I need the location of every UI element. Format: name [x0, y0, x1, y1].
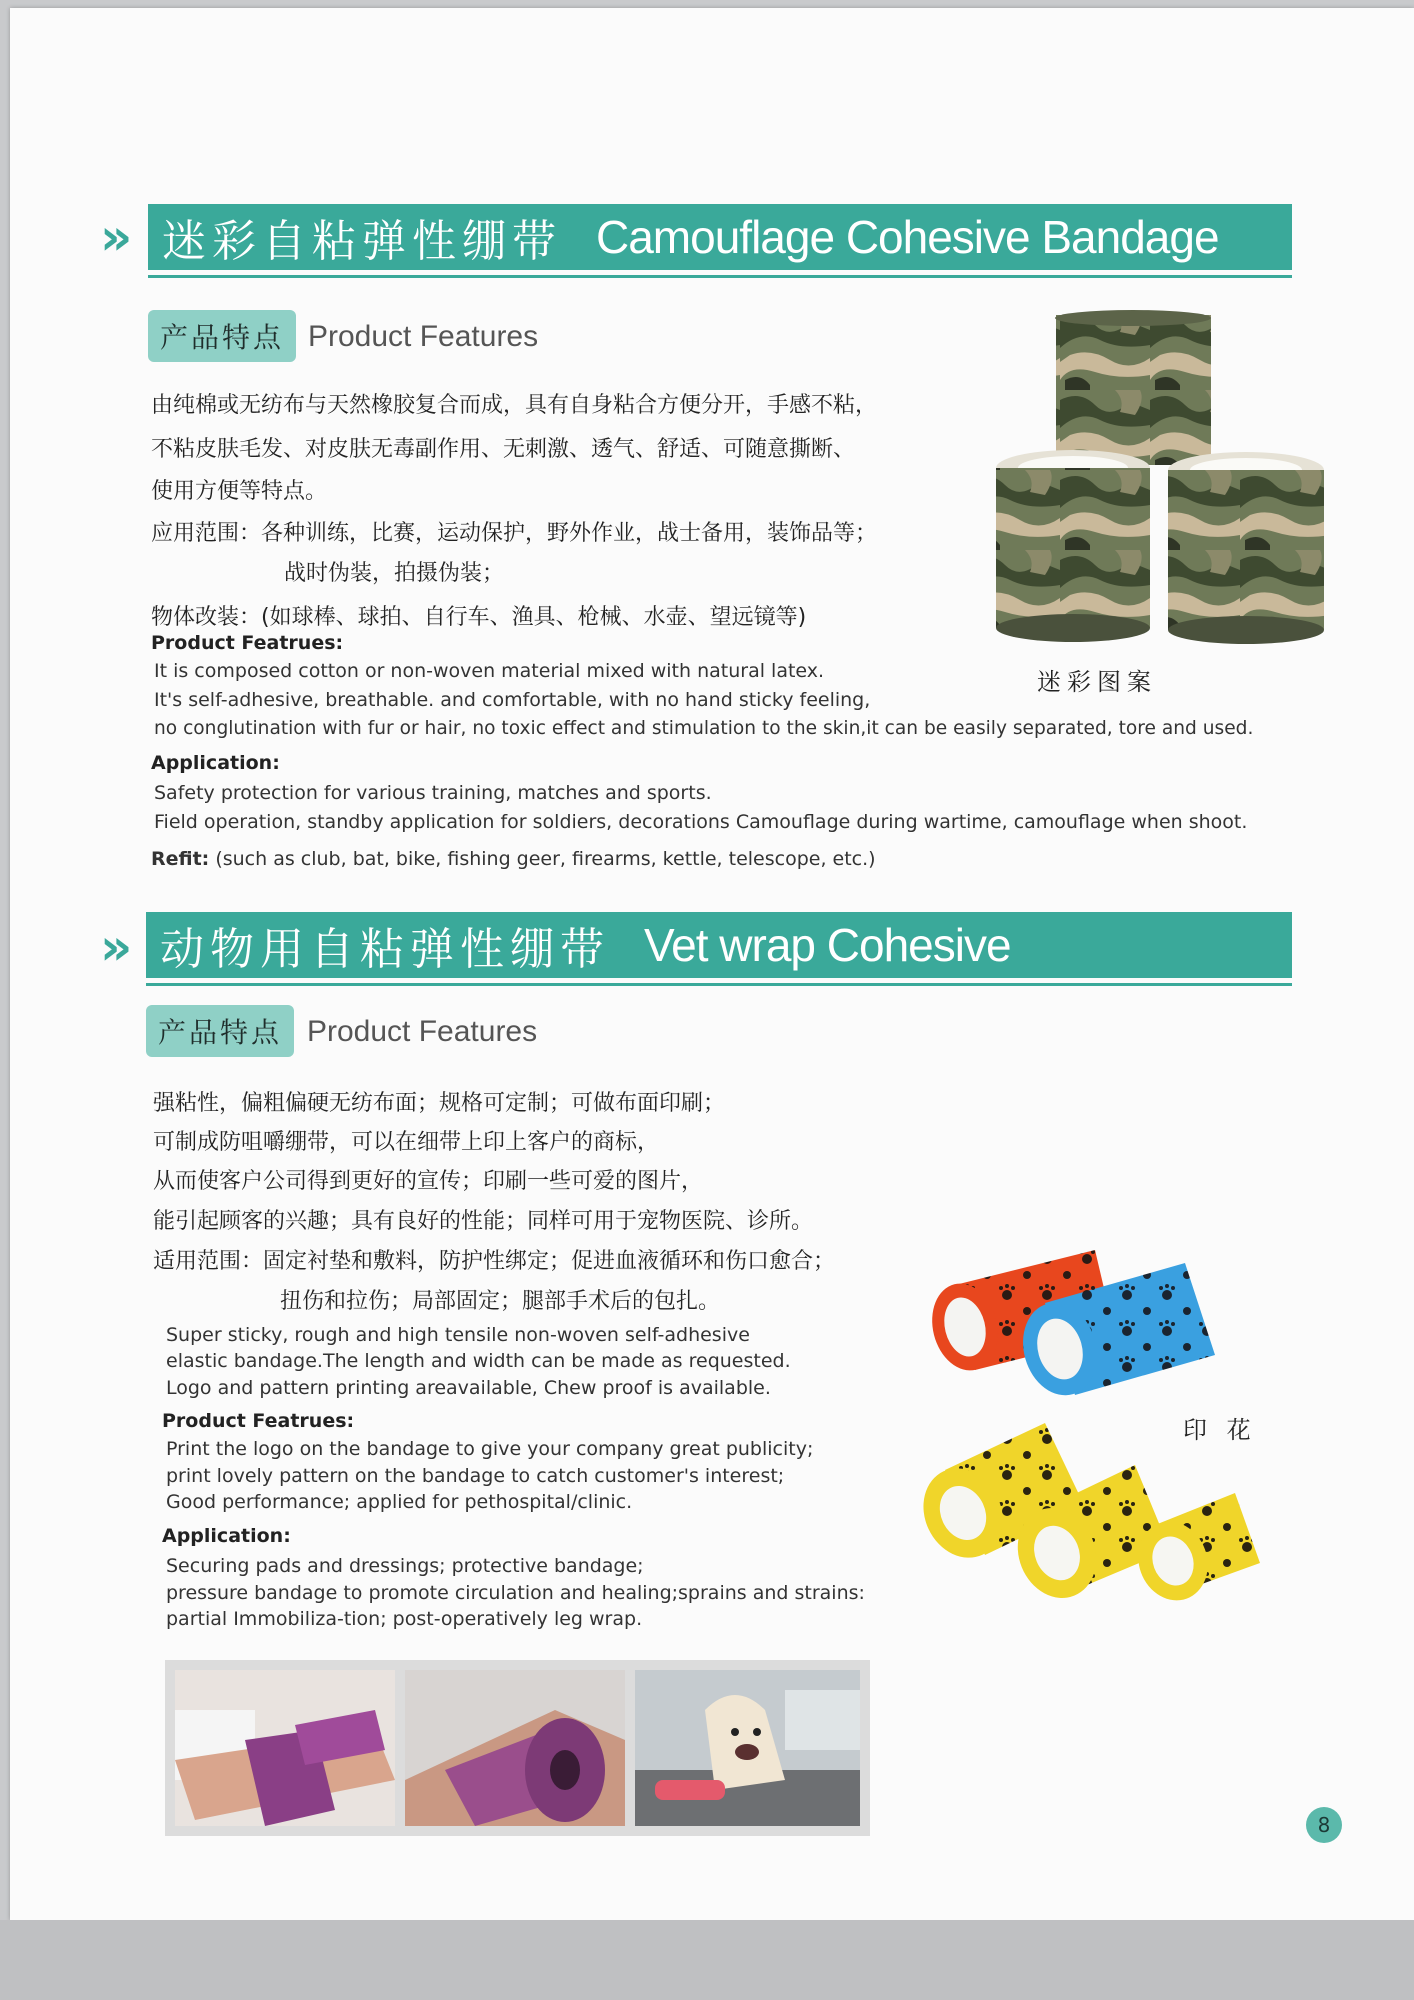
- section2-en-line: Print the logo on the bandage to give your company great publicity;: [166, 1438, 814, 1460]
- printed-vet-wrap-rolls-image: [915, 1245, 1325, 1605]
- section2-cn-line: 能引起顾客的兴趣；具有良好的性能；同样可用于宠物医院、诊所。: [153, 1209, 814, 1234]
- dog-with-bandage-photo: [635, 1670, 860, 1826]
- section2-cn-line: 强粘性，偏粗偏硬无纺布面；规格可定制；可做布面印刷；: [153, 1091, 726, 1116]
- section1-application-heading: Application:: [151, 752, 280, 774]
- section2-cn-line: 扭伤和拉伤；局部固定；腿部手术后的包扎。: [280, 1289, 721, 1314]
- section1-title-en: Camouflage Cohesive Bandage: [596, 211, 1219, 263]
- section2-en-line: print lovely pattern on the bandage to catch customer's interest;: [166, 1465, 785, 1487]
- section1-application-line: Field operation, standby application for soldiers, decorations Camouflage during wartime, camouflage when shoot.: [154, 811, 1248, 833]
- section1-en-features-heading: Product Featrues:: [151, 632, 344, 654]
- printed-caption: 印 花: [1183, 1416, 1257, 1444]
- section1-cn-line: 不粘皮肤毛发、对皮肤无毒副作用、无刺激、透气、舒适、可随意撕断、: [151, 437, 856, 462]
- section2-title-en: Vet wrap Cohesive: [644, 919, 1011, 971]
- refit-label: Refit:: [151, 848, 210, 870]
- section2-underline: [146, 983, 1292, 986]
- section2-title-cn: 动物用自粘弹性绷带: [160, 924, 610, 975]
- section2-cn-line: 可制成防咀嚼绷带，可以在细带上印上客户的商标，: [153, 1130, 660, 1155]
- section1-cn-line: 物体改装：(如球棒、球拍、自行车、渔具、枪械、水壶、望远镜等): [151, 605, 807, 630]
- section2-title-bar: [146, 912, 1292, 978]
- camouflage-bandage-rolls-image: [970, 310, 1340, 650]
- camouflage-caption: 迷彩图案: [1037, 668, 1157, 696]
- page-number: 8: [1306, 1807, 1342, 1843]
- section1-title-bar: [148, 204, 1292, 270]
- photo-strip: [165, 1660, 870, 1836]
- section2-en-line: Good performance; applied for pethospital/clinic.: [166, 1491, 633, 1513]
- section1-title-cn: 迷彩自粘弹性绷带: [162, 216, 562, 267]
- section1-features-tag-en: Product Features: [308, 320, 539, 353]
- section2-en-intro-line: Super sticky, rough and high tensile non-woven self-adhesive: [166, 1324, 750, 1346]
- section2-features-tag: 产品特点: [146, 1005, 294, 1057]
- section2-cn-line: 从而使客户公司得到更好的宣传；印刷一些可爱的图片，: [153, 1169, 704, 1194]
- section1-refit-line: [151, 848, 876, 870]
- scan-bottom-strip: [0, 1920, 1414, 2000]
- refit-text: (such as club, bat, bike, fishing geer, firearms, kettle, telescope, etc.): [209, 848, 876, 870]
- section2-application-line: pressure bandage to promote circulation and healing;sprains and strains:: [166, 1582, 865, 1604]
- section1-en-line: It is composed cotton or non-woven material mixed with natural latex.: [154, 660, 825, 682]
- section1-en-line: It's self-adhesive, breathable. and comfortable, with no hand sticky feeling,: [154, 689, 871, 711]
- chevron-right-icon: »: [100, 918, 133, 976]
- chevron-right-icon: »: [100, 208, 133, 266]
- section1-cn-line: 由纯棉或无纺布与天然橡胶复合而成，具有自身粘合方便分开，手感不粘，: [151, 393, 878, 418]
- section2-application-line: partial Immobiliza-tion; post-operatively leg wrap.: [166, 1608, 643, 1630]
- section2-en-intro-line: Logo and pattern printing areavailable, Chew proof is available.: [166, 1377, 771, 1399]
- wrapping-bandage-photo: [405, 1670, 625, 1826]
- section1-cn-line: 应用范围：各种训练，比赛，运动保护，野外作业，战士备用，装饰品等；: [151, 521, 878, 546]
- section1-application-line: Safety protection for various training, matches and sports.: [154, 782, 712, 804]
- section2-application-heading: Application:: [162, 1525, 291, 1547]
- section2-application-line: Securing pads and dressings; protective bandage;: [166, 1555, 644, 1577]
- section1-cn-line: 战时伪装，拍摄伪装；: [284, 561, 505, 586]
- section2-en-intro-line: elastic bandage.The length and width can be made as requested.: [166, 1350, 791, 1372]
- section1-underline: [148, 275, 1292, 278]
- section1-features-tag: 产品特点: [148, 310, 296, 362]
- section2-cn-line: 适用范围：固定衬垫和敷料，防护性绑定；促进血液循环和伤口愈合；: [153, 1249, 836, 1274]
- bandaging-arm-photo: [175, 1670, 395, 1826]
- section2-en-features-heading: Product Featrues:: [162, 1410, 355, 1432]
- section2-features-tag-en: Product Features: [307, 1015, 538, 1048]
- section1-cn-line: 使用方便等特点。: [151, 479, 328, 504]
- section1-en-line: no conglutination with fur or hair, no toxic effect and stimulation to the skin,it can be easily separated, tore and used.: [154, 718, 1254, 739]
